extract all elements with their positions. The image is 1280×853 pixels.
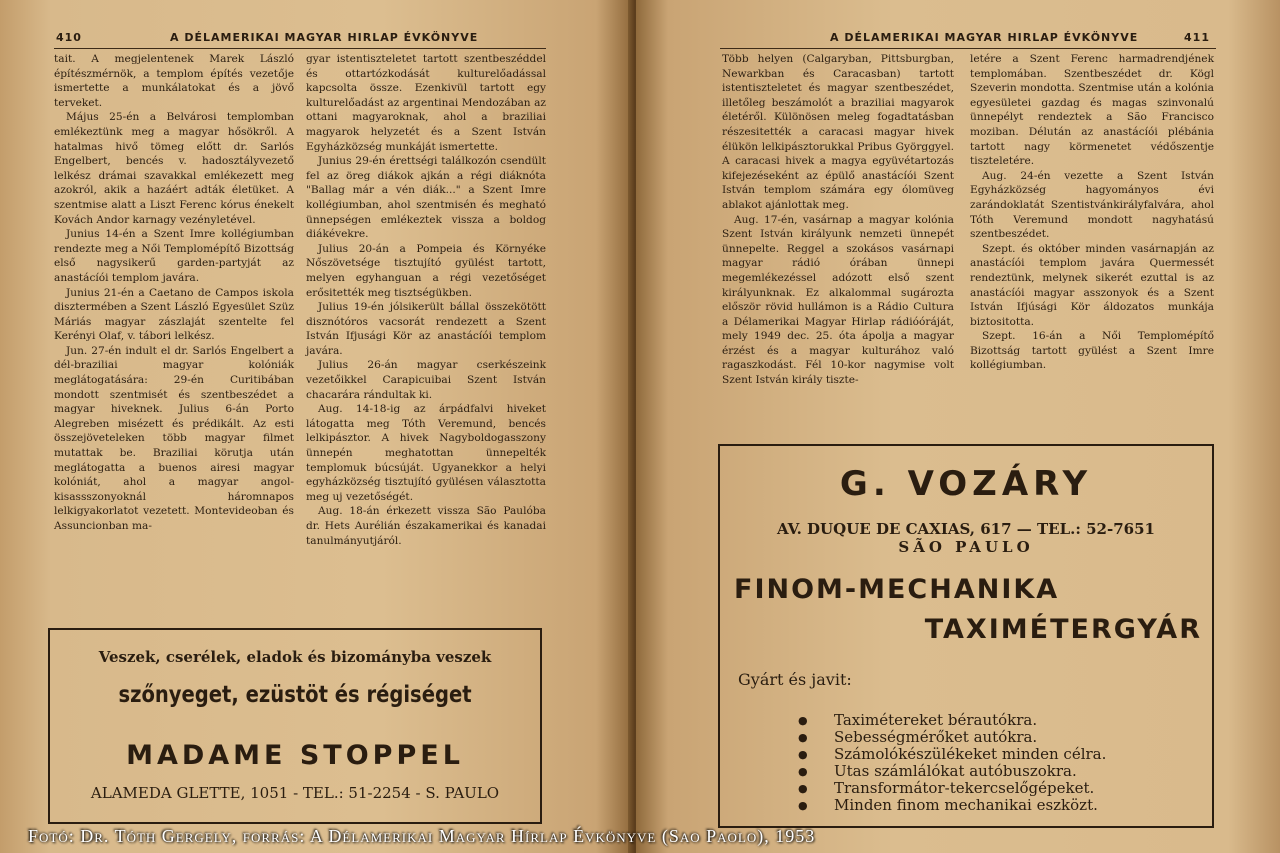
list-item: ● Transformátor-tekercselőgépeket. (818, 780, 1106, 797)
paragraph: Szept. 16-án a Női Templomépítő Bizottság tartott gyülést a Szent Imre kollégiumban. (970, 330, 1214, 372)
list-item: ● Minden finom mechanikai eszközt. (818, 797, 1106, 814)
paragraph: Május 25-én a Belvárosi templomban emlékeztünk meg a magyar hősökről. A hatalmas hivő tömeg előtt dr. Sarlós Engelbert, bencés v. hadosztályvezető lelkész drámai szavakkal emlékezett meg azokról, akik a hazáért adták életüket. A szentmise alatt a Liszt Ferenc kórus énekelt Kovách Andor karnagy vezényletével. (54, 111, 294, 226)
ad-company-name: G. VOZÁRY (839, 464, 1093, 504)
paragraph: Julius 20-án a Pompeia és Környéke Nőszövetsége tisztujító gyülést tartott, melyen egyhanguan a régi vezetőséget erősitették meg tisztségükben. (306, 242, 546, 299)
paragraph: Jun. 27-én indult el dr. Sarlós Engelbert a dél-braziliai magyar kolóniák meglátogatására: 29-én Curitibában mondott szentmisét és szentbeszédet a magyar hiveknek. Julius 6-án Porto Alegreben misézett és prédikált. Az esti összejöveteleken több magyar filmet mutattak be. Braziliai körutja után meglátogatta a buenos airesi magyar kolóniát, ahol a magyar angol-kisassszonyoknál háromnapos lelkigyakorlatot vezetett. Montevideoban és Assuncionban ma- (54, 344, 294, 532)
paragraph: Aug. 24-én vezette a Szent István Egyházközség hagyományos évi zarándoklatát Szentistvánkirályfalvára, ahol Tóth Veremund mondott nagyhatású szentbeszédet. (970, 169, 1214, 241)
right-running-header (720, 28, 1216, 49)
right-column-1 (722, 52, 954, 388)
right-page-number: 411 (1184, 31, 1210, 44)
stoppel-advertisement (48, 628, 542, 824)
paragraph: Julius 26-án magyar cserkészeink vezetőikkel Carapicuibai Szent István chacarára rándultak ki. (306, 359, 546, 401)
left-page (0, 0, 634, 853)
paragraph: Több helyen (Calgaryban, Pittsburgban, Newarkban és Caracasban) tartott istentiszteletet és magyar szentbeszédet, illetőleg beszámolót a braziliai magyarok életéről. Különösen meleg fogadtatásban részesitették a caracasi magyar hivek élükön lelkipásztorukkal Pribus Györggyel. A caracasi hivek a magya együvétartozás kifejezéseként az épülő anastácíói Szent István templom számára egy ólomüveg ablakot ajánlottak meg. (722, 53, 954, 211)
paragraph: Junius 29-én érettségi találkozón csendült fel az öreg diákok ajkán a régi diáknóta "Ballag már a vén diák..." a Szent Imre kollégiumban, ahol szentmisén és megható ünnepségen emlékeztek vissza a boldog diákévekre. (306, 155, 546, 241)
paragraph: Aug. 14-18-ig az árpádfalvi hiveket látogatta meg Tóth Veremund, bencés lelkipásztor. A hivek Nagyboldogasszony ünnepén meghatottan ünnepelték templomuk búcsúját. Ugyanekkor a helyi egyházközség tisztujító gyülésen választotta meg uj vezetőségét. (306, 403, 546, 503)
left-page-number: 410 (56, 31, 82, 44)
left-column-2 (306, 52, 546, 548)
ad-goods: szőnyeget, ezüstöt és régiséget (118, 682, 472, 708)
paragraph: tait. A megjelentenek Marek László építészmérnök, a templom építés vezetője ismertette a munkálatokat és a jövő terveket. (54, 53, 294, 109)
ad-address: ALAMEDA GLETTE, 1051 - TEL.: 51-2254 - S. PAULO (90, 784, 500, 802)
right-column-2 (970, 52, 1214, 373)
paragraph: letére a Szent Ferenc harmadrendjének templomában. Szentbeszédet dr. Kögl Szeverin mondotta. Szentmise után a kolónia egyesületei gazdag és magas szinvonalú ünnepélyt rendeztek a São Francisco moziban. Délután az anastácíói plébánia tartott nagy körmenetet védőszentje tiszteletére. (970, 53, 1214, 168)
left-running-header (54, 28, 546, 49)
list-item: ● Sebességmérőket autókra. (818, 729, 1106, 746)
list-item: ● Taximétereket bérautókra. (818, 712, 1106, 729)
photo-credit: Fotó: Dr. Tóth Gergely, forrás: A Délamerikai Magyar Hírlap Évkönyve (Sao Paolo), 1953 (28, 826, 816, 846)
ad-heading-mechanics: FINOM-MECHANIKA (734, 574, 1060, 605)
left-column-1 (54, 52, 294, 534)
paragraph: Junius 21-én a Caetano de Campos iskola disztermében a Szent László Egyesület Szüz Máriás magyar zászlaját szentelte fel Kerényi Olaf, v. tábori lelkész. (54, 286, 294, 343)
ad-heading-factory: TAXIMÉTERGYÁR (924, 614, 1202, 645)
right-page (636, 0, 1280, 853)
ad-intro: Gyárt és javit: (738, 670, 852, 689)
paragraph: Aug. 18-án érkezett vissza São Paulóba dr. Hets Aurélián északamerikai és kanadai tanulmányutjáról. (306, 505, 546, 547)
right-running-head: A DÉLAMERIKAI MAGYAR HIRLAP ÉVKÖNYVE (830, 31, 1139, 44)
list-item: ● Számolókészülékeket minden célra. (818, 746, 1106, 763)
ad-business-name: MADAME STOPPEL (126, 740, 464, 771)
paragraph: Junius 14-én a Szent Imre kollégiumban rendezte meg a Női Templomépítő Bizottság első nagysikerű garden-partyját az anastácíói templom javára. (54, 228, 294, 284)
paragraph: Julius 19-én jólsikerült bállal összekötött disznótóros vacsorát rendezett a Szent István Ifjusági Kör az anastácíói templom javára. (306, 301, 546, 357)
vozary-advertisement (718, 444, 1214, 828)
ad-tagline: Veszek, cserélek, eladok és bizományba veszek (98, 648, 492, 666)
ad-address: AV. DUQUE DE CAXIAS, 617 — TEL.: 52-7651 (777, 520, 1155, 538)
left-running-head: A DÉLAMERIKAI MAGYAR HIRLAP ÉVKÖNYVE (170, 31, 479, 44)
list-item: ● Utas számlálókat autóbuszokra. (818, 763, 1106, 780)
paragraph: gyar istentiszteletet tartott szentbeszéddel és ottartózkodását kulturelőadással kapcsolta össze. Ezenkivül tartott egy kulturelőadást az argentinai Mendozában az ottani magyaroknak, ahol a braziliai magyarok helyzetét és a Szent István Egyházközség munkáját ismertette. (306, 53, 546, 153)
paragraph: Aug. 17-én, vasárnap a magyar kolónia Szent István királyunk nemzeti ünnepét ünnepelte. Reggel a szokásos vasárnapi magyar rádió órában ünnepi megemlékezéssel adózott első szent királyunknak. Ez alkalommal sugározta először rövid hullámon is a Rádio Cultura a Délamerikai Magyar Hirlap rádióóráját, mely 1949 dec. 25. óta ápolja a magyar érzést és a magyar kulturához való ragaszkodást. Fél 10-kor nagymise volt Szent István király tiszte- (722, 213, 954, 387)
paragraph: Szept. és október minden vasárnapján az anastácíói templom javára Quermessét rendeztünk, melynek sikerét ezuttal is az anastácíói magyar asszonyok és a Szent István Ifjúsági Kör áldozatos munkája biztositotta. (970, 242, 1214, 328)
ad-product-list (818, 712, 1106, 814)
ad-city: SÃO PAULO (898, 538, 1034, 556)
